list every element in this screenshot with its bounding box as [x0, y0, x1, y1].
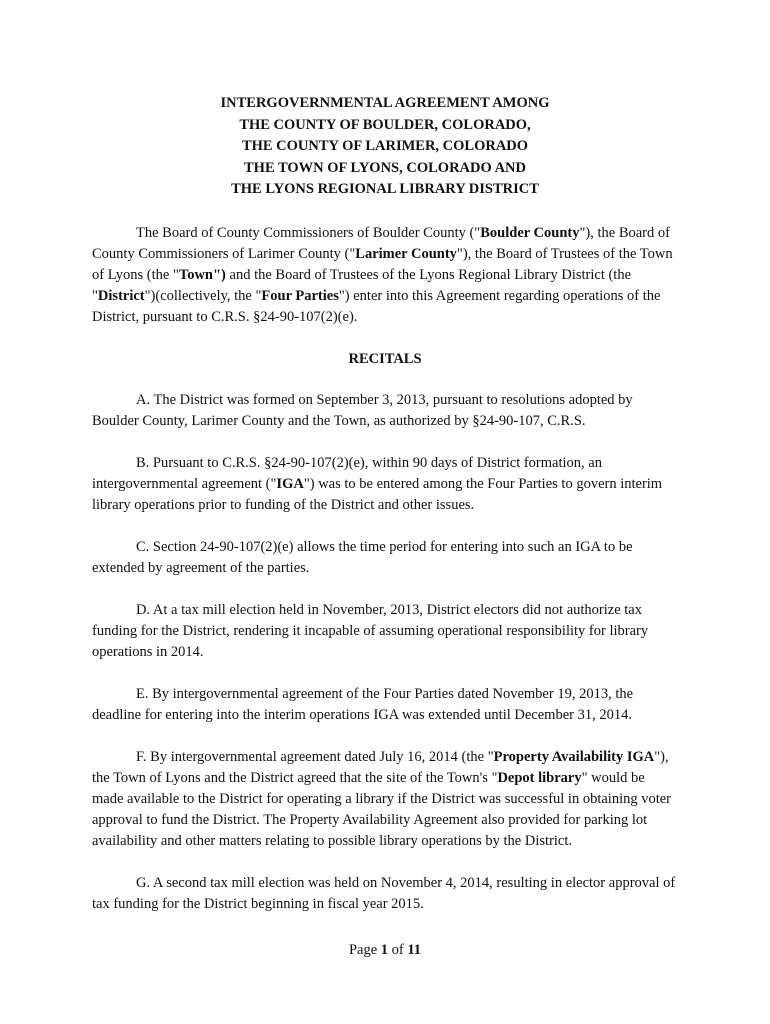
page-total: 11 [407, 942, 422, 958]
recital-f [92, 747, 678, 852]
text-run: ") enter into this Agreement regarding operations of the District, pursuant to C.R.S. §24-90-107(2)(e). [92, 287, 661, 325]
recital-b [92, 453, 678, 516]
of-label: of [388, 942, 408, 958]
recital-g: G. A second tax mill election was held on November 4, 2014, resulting in elector approval of tax funding for the District beginning in fiscal year 2015. [92, 874, 676, 912]
page-label: Page [348, 942, 381, 958]
text-run: and the Board of Trustees of the Lyons Regional Library District (the " [92, 266, 632, 304]
recital-c: C. Section 24-90-107(2)(e) allows the time period for entering into such an IGA to be extended by agreement of the parties. [92, 538, 633, 576]
recitals-heading: RECITALS [348, 350, 422, 367]
title-line: THE TOWN OF LYONS, COLORADO AND [244, 159, 526, 176]
defined-term: IGA [276, 475, 304, 492]
text-run: B. Pursuant to C.R.S. §24-90-107(2)(e), within 90 days of District formation, an intergovernmental agreement (" [92, 454, 602, 492]
defined-term: District [97, 287, 145, 304]
recital-a: A. The District was formed on September 3, 2013, pursuant to resolutions adopted by Boulder County, Larimer County and the Town, as authorized by §24-90-107, C.R.S. [92, 391, 633, 429]
page-footer [0, 940, 770, 961]
recital-e: E. By intergovernmental agreement of the Four Parties dated November 19, 2013, the deadline for entering into the interim operations IGA was extended until December 31, 2014. [92, 685, 634, 723]
text-run: The Board of County Commissioners of Boulder County (" [136, 224, 481, 241]
text-run: F. By intergovernmental agreement dated July 16, 2014 (the " [136, 748, 494, 765]
intro-paragraph [92, 223, 678, 328]
text-run: "), the Town of Lyons and the District agreed that the site of the Town's " [92, 748, 669, 786]
text-run: " would be made available to the District for operating a library if the District was successful in obtaining voter approval to fund the District. The Property Availability Agreement also provided for parking lot availability and other matters relating to possible library operations by the District. [92, 769, 672, 849]
text-run: ") was to be entered among the Four Parties to govern interim library operations prior to funding of the District and other issues. [92, 475, 663, 513]
title-line: THE LYONS REGIONAL LIBRARY DISTRICT [231, 181, 539, 197]
defined-term: Four Parties [261, 287, 339, 304]
defined-term: Depot library [497, 769, 582, 786]
defined-term: Town") [178, 266, 226, 283]
title-line: THE COUNTY OF BOULDER, COLORADO, [239, 116, 531, 133]
document-title [92, 93, 678, 201]
text-run: "), the Board of Trustees of the Town of Lyons (the " [92, 245, 673, 283]
recital-d: D. At a tax mill election held in November, 2013, District electors did not authorize tax funding for the District, rendering it incapable of assuming operational responsibility for library operations in 2014. [92, 601, 649, 660]
title-line: THE COUNTY OF LARIMER, COLORADO [241, 138, 529, 154]
page-number: 1 [380, 942, 388, 958]
defined-term: Larimer County [355, 245, 457, 262]
defined-term: Property Availability IGA [493, 748, 655, 765]
text-run: "), the Board of County Commissioners of Larimer County (" [92, 224, 670, 262]
defined-term: Boulder County [480, 224, 580, 241]
title-line: INTERGOVERNMENTAL AGREEMENT AMONG [220, 95, 550, 111]
text-run: ")(collectively, the " [144, 287, 262, 304]
